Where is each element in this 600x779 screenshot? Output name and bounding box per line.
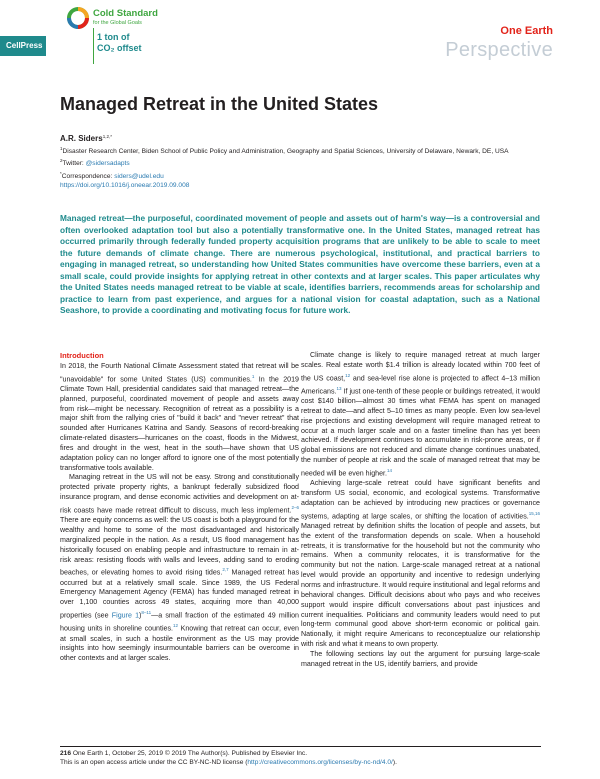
figure-1-link[interactable]: Figure 1 [111, 611, 140, 620]
footer-rule [60, 746, 541, 747]
author-marks: 1,2,* [102, 134, 112, 139]
logo-line-2: for the Global Goals [93, 20, 142, 26]
citation[interactable]: 8–11 [141, 610, 152, 616]
twitter-mark: 2 [60, 158, 63, 164]
correspondence-mark: * [60, 170, 62, 176]
citation[interactable]: 2–6 [291, 505, 299, 511]
twitter-handle-link[interactable]: @sidersadapts [85, 160, 130, 168]
citation[interactable]: 14 [386, 468, 392, 473]
license-link[interactable]: http://creativecommons.org/licenses/by-nc-nd/4.0/ [247, 759, 393, 766]
license-text: This is an open access article under the CC BY-NC-ND license ( [60, 759, 248, 766]
paragraph-3: Climate change is likely to require managed retreat at much larger scales. Real estate worth $1.4 trillion is already located within 700 feet of the US coast,$^{12}$ and sea-level rise alone is projected to affect 4–13 million Americans.$^{13}$ If just one-tenth of these people or buildings retreated, it would cost $140 billion—almost 30 times what FEMA has spent on managed retreat to date—and affect 5–10 times as many people. Even low sea-level rise projections and existing development will require managed retreat to occur at a much larger scale and on a faster timeline than has yet been achieved. If development continues to accumulate in risk-prone areas, or if global emissions are not reduced and climate change continues unabated, the number of people at risk and the scale of managed retreat that may be needed will be even higher.$^{14}$ [301, 351, 540, 478]
affiliation [60, 144, 560, 156]
cellpress-logo: CellPress [0, 36, 46, 56]
abstract: Managed retreat—the purposeful, coordinated movement of people and assets out of harm's way—is a controversial and often overlooked adaptation tool but also a potentially transformative one. In the United States, managed retreat has occurred primarily through federally funded property acquisition programs that are unlikely to be able to scale to meet the future demands of climate change. There are numerous psychological, institutional, and practical barriers to engaging in managed retreat, so understanding how United States communities have overcome these barriers, even at a small scale, could provide insights for applying retreat in other contexts and at larger scales. This paper articulates why the United States needs managed retreat to be viable at scale, identifies barriers, recommends areas for scholarship and practice to learn from past experience, and argues for a national vision for coastal adaptation, such as a National Seashore, to provide a coordinating and motivating focus for future work. [60, 213, 540, 316]
logo-line-4: CO₂ offset [97, 43, 142, 53]
journal-name: One Earth [500, 25, 553, 37]
footer-license [60, 759, 397, 766]
doi-link[interactable]: https://doi.org/10.1016/j.oneear.2019.09.008 [60, 181, 190, 189]
citation[interactable]: 15,16 [528, 510, 540, 516]
body-column-left [60, 351, 299, 664]
section-heading-introduction: Introduction [60, 351, 104, 360]
paragraph-2: Managing retreat in the US will not be easy. Strong and constitutionally protected private property rights, a bankrupt federally subsidized flood insurance program, and dense economic activities and development on at-risk coasts have made retreat difficult to discuss, much less implement.$^{2-6}$ There are equity concerns as well: the US coast is both a playground for the wealthy and home to some of the most disadvantaged and historically marginalized people in the nation. As a result, US flood management has historically focused on enabling people and infrastructure to remain in at-risk areas: resisting floods with walls and levees, adding sand to eroding beaches, or elevating homes to avoid rising tides.$^{2,7}$ Managed retreat has occurred but at a relatively small scale. Since 1989, the US Federal Emergency Management Agency (FEMA) has funded managed retreat in over 1,100 counties across 49 states, acquiring more than 40,000 properties (see Figure 1)$^{8-11}$—a small fraction of the estimated 49 million housing units in shoreline counties.$^{12}$ Knowing that retreat can occur, even at small scales, in such a hostile environment as the US may provide insights into how seemingly insurmountable barriers can be overcome in other contexts and at larger scales. [60, 473, 299, 663]
logo-divider [93, 28, 94, 64]
citation[interactable]: 13 [336, 385, 342, 391]
paragraph-4: Achieving large-scale retreat could have significant benefits and transform US social, economic, and ecological systems. Transformative adaptation can be achieved by introducing new practices or governance systems, adapting at large scales, or shifting the location of activities.$^{15,16}$ Managed retreat by definition shifts the location of people and assets, but the extent of the transformation depends on scale. When a household retreats, it is transformative for the household but not the community who remains. When a community relocates, it is transformative for the community but not the nation. Large-scale managed retreat at a national level would provide an opportunity and incentive to redesign underlying norms and infrastructure. It would require institutional and legal reforms and behavioral changes. Difficult decisions about who pays and who receives support would inspire difficult conversations about past injustices and current inequalities. Politicians and community leaders would need to put long-term communal good above short-term economic or political gain. Nationally, it might require Americans to reconceptualize our relationship with risk and what it means to own property. [301, 479, 540, 649]
citation-text: One Earth 1, October 25, 2019 © 2019 The Author(s). Published by Elsevier Inc. [72, 750, 308, 757]
gold-standard-emblem-icon [66, 6, 90, 30]
affiliation-text: Disaster Research Center, Biden School of Public Policy and Administration, Geography and Spatial Sciences, University of Delaware, Newark, DE, USA [62, 148, 509, 156]
paragraph-5: The following sections lay out the argument for pursuing large-scale managed retreat in the US, identify barriers, and provide [301, 649, 540, 668]
logo-offset-text [97, 32, 142, 54]
footer-citation [60, 750, 307, 757]
gold-standard-logo [66, 6, 186, 68]
citation[interactable]: 12 [173, 623, 179, 629]
article-type: Perspective [445, 39, 553, 61]
correspondence-email-link[interactable]: siders@udel.edu [114, 172, 164, 180]
author-name: A.R. Siders [60, 134, 103, 144]
correspondence-line [60, 169, 560, 181]
author-line [60, 132, 560, 144]
page-number: 216 [60, 750, 72, 757]
body-column-right [301, 351, 540, 670]
logo-line-1: Cold Standard [93, 8, 158, 19]
twitter-label: Twitter: [62, 160, 86, 168]
license-end: ). [392, 759, 397, 766]
citation[interactable]: 12 [345, 372, 351, 378]
author-block [60, 132, 560, 190]
logo-line-3: 1 ton of [97, 32, 130, 42]
article-title: Managed Retreat in the United States [60, 94, 379, 114]
paragraph-1: In 2018, the Fourth National Climate Assessment stated that retreat will be "unavoidable" for some United States (US) communities.$^1$ In the 2019 Climate Town Hall, presidential candidates said that managed retreat—the planned, purposeful, coordinated movement of people and assets away from risk—might be necessary. Recognition of retreat as a possibility is a major shift from the rallying cries of "build it back" and "never retreat" that sounded after Hurricanes Katrina and Sandy. Seasons of record-breaking climate-related disasters—hurricanes on the coast, floods in the Midwest, fires and drought in the west, heat in the south—have shown that US adaptation policy can no longer afford to ignore one of the most potentially transformative tools available. [60, 361, 299, 472]
citation[interactable]: 2,7 [222, 567, 229, 573]
affiliation-mark: 1 [60, 146, 63, 152]
twitter-line [60, 156, 560, 168]
citation[interactable]: 1 [251, 373, 255, 379]
correspondence-label: Correspondence: [61, 172, 115, 180]
